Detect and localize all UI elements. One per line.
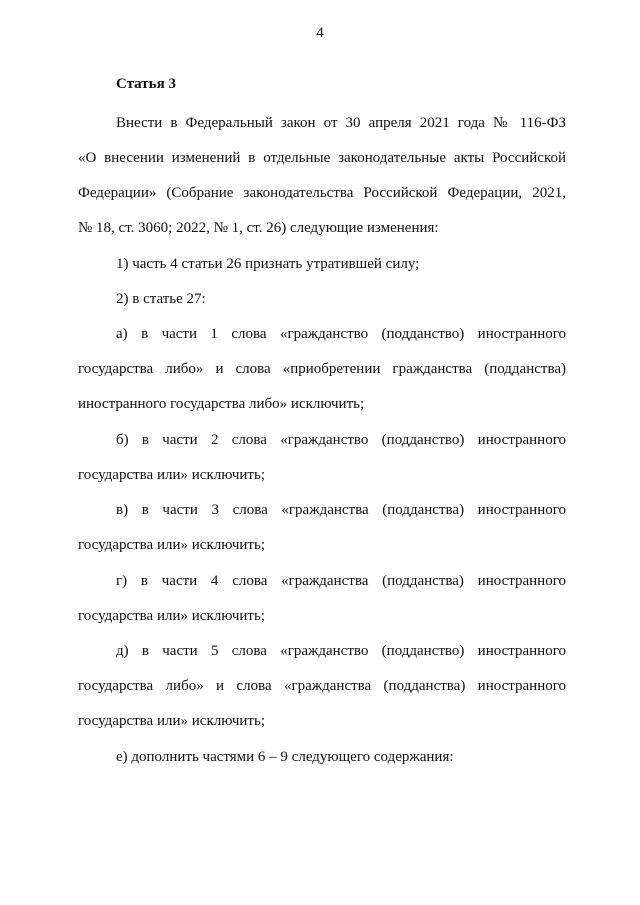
text-line: государства или» исключить; [78,467,265,483]
list-item: б) в части 2 слова «гражданство (подданство) иностранного [116,432,566,448]
list-item: д) в части 5 слова «гражданство (подданство) иностранного [116,643,566,659]
text-line: Внести в Федеральный закон от 30 апреля 2021 года № 116-ФЗ [116,115,566,131]
article-heading: Статья 3 [116,76,176,92]
list-item: е) дополнить частями 6 – 9 следующего содержания: [116,749,454,765]
list-item: 2) в статье 27: [116,291,206,307]
list-item: а) в части 1 слова «гражданство (подданство) иностранного [116,326,566,342]
text-line: государства или» исключить; [78,608,265,624]
text-line: государства либо» и слова «гражданства (подданства) иностранного [78,678,566,694]
text-line: «О внесении изменений в отдельные законодательные акты Российской [78,150,566,166]
page-number: 4 [316,25,324,41]
text-line: № 18, ст. 3060; 2022, № 1, ст. 26) следующие изменения: [78,220,439,236]
list-item: в) в части 3 слова «гражданства (подданства) иностранного [116,502,566,518]
text-line: Федерации» (Собрание законодательства Российской Федерации, 2021, [78,185,566,201]
list-item: 1) часть 4 статьи 26 признать утратившей силу; [116,256,420,272]
list-item: г) в части 4 слова «гражданства (подданства) иностранного [116,573,566,589]
text-line: государства либо» и слова «приобретении гражданства (подданства) [78,361,566,377]
text-line: государства или» исключить; [78,713,265,729]
text-line: иностранного государства либо» исключить; [78,396,365,412]
text-line: государства или» исключить; [78,537,265,553]
